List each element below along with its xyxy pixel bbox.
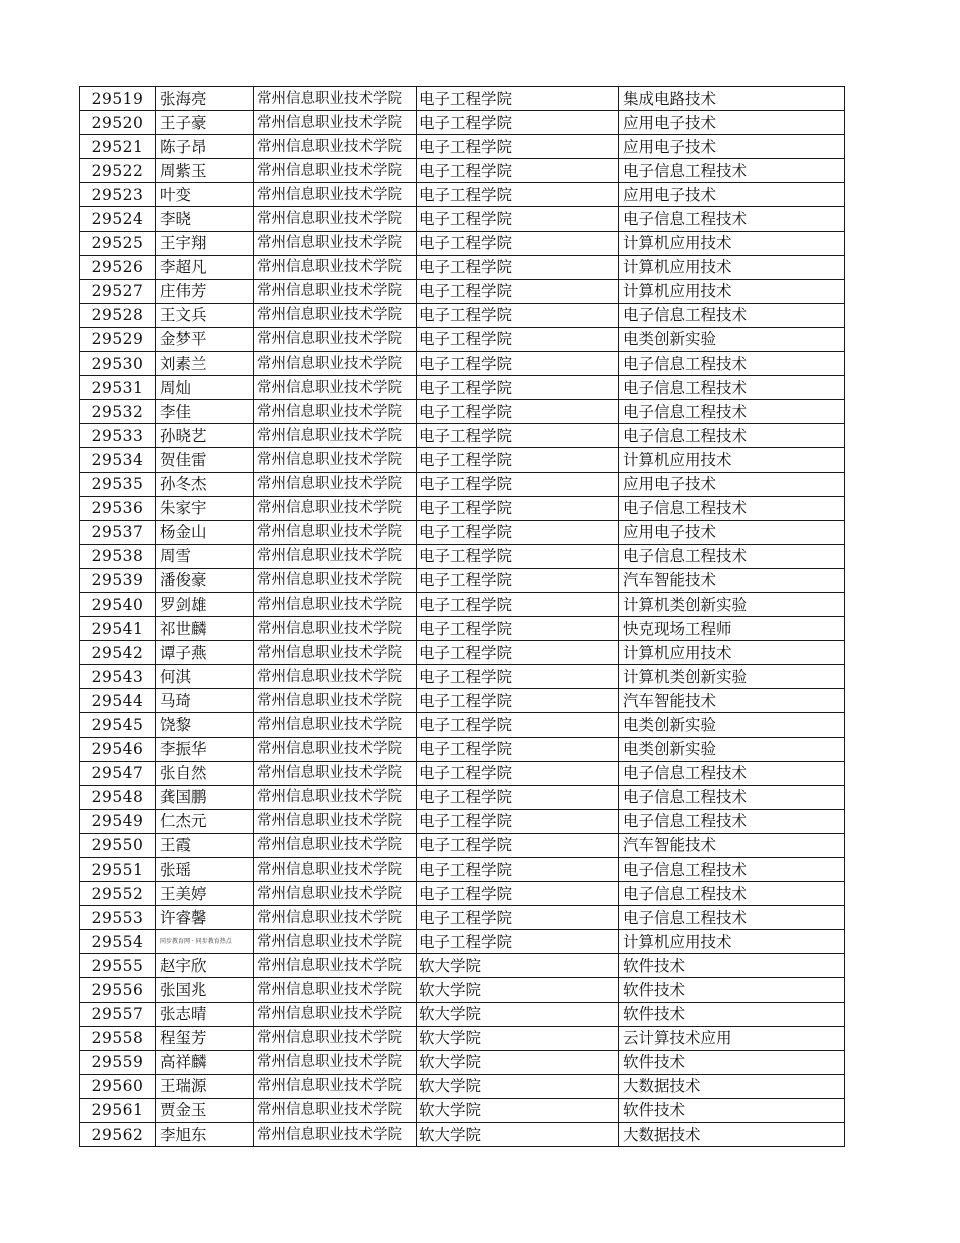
cell-major: 电子信息工程技术 <box>619 424 845 448</box>
cell-school: 常州信息职业技术学院 <box>254 930 417 954</box>
cell-major: 汽车智能技术 <box>619 833 845 857</box>
cell-school: 常州信息职业技术学院 <box>254 159 417 183</box>
cell-major: 应用电子技术 <box>619 135 845 159</box>
cell-major: 电子信息工程技术 <box>619 303 845 327</box>
cell-number: 29548 <box>80 785 156 809</box>
cell-major: 软件技术 <box>619 1002 845 1026</box>
cell-school: 常州信息职业技术学院 <box>254 1123 417 1147</box>
cell-school: 常州信息职业技术学院 <box>254 327 417 351</box>
cell-college: 软大学院 <box>417 978 619 1002</box>
cell-major: 应用电子技术 <box>619 520 845 544</box>
cell-student-name: 程玺芳 <box>156 1026 254 1050</box>
cell-major: 电子信息工程技术 <box>619 858 845 882</box>
cell-school: 常州信息职业技术学院 <box>254 568 417 592</box>
cell-college: 电子工程学院 <box>417 689 619 713</box>
cell-college: 电子工程学院 <box>417 303 619 327</box>
cell-school: 常州信息职业技术学院 <box>254 641 417 665</box>
table-row <box>80 954 845 978</box>
cell-major: 云计算技术应用 <box>619 1026 845 1050</box>
cell-number: 29537 <box>80 520 156 544</box>
cell-school: 常州信息职业技术学院 <box>254 1098 417 1122</box>
cell-college: 电子工程学院 <box>417 665 619 689</box>
table-row <box>80 978 845 1002</box>
table-row <box>80 641 845 665</box>
cell-student-name: 王子豪 <box>156 111 254 135</box>
cell-student-name: 庄伟芳 <box>156 279 254 303</box>
cell-major: 计算机应用技术 <box>619 641 845 665</box>
table-row <box>80 327 845 351</box>
cell-school: 常州信息职业技术学院 <box>254 352 417 376</box>
cell-college: 电子工程学院 <box>417 568 619 592</box>
table-row <box>80 809 845 833</box>
cell-school: 常州信息职业技术学院 <box>254 906 417 930</box>
table-row <box>80 785 845 809</box>
cell-school: 常州信息职业技术学院 <box>254 111 417 135</box>
cell-student-name: 谭子燕 <box>156 641 254 665</box>
cell-student-name: 王瑞源 <box>156 1074 254 1098</box>
cell-student-name: 周紫玉 <box>156 159 254 183</box>
cell-student-name: 许睿馨 <box>156 906 254 930</box>
cell-student-name: 王美婷 <box>156 882 254 906</box>
table-row <box>80 737 845 761</box>
cell-student-name: 叶变 <box>156 183 254 207</box>
cell-student-name: 祁世麟 <box>156 617 254 641</box>
cell-college: 电子工程学院 <box>417 207 619 231</box>
cell-student-name: 张海亮 <box>156 87 254 111</box>
cell-number: 29544 <box>80 689 156 713</box>
cell-student-name: 周灿 <box>156 376 254 400</box>
cell-number: 29528 <box>80 303 156 327</box>
cell-number: 29523 <box>80 183 156 207</box>
cell-college: 电子工程学院 <box>417 592 619 616</box>
cell-student-name: 高祥麟 <box>156 1050 254 1074</box>
table-row <box>80 231 845 255</box>
cell-school: 常州信息职业技术学院 <box>254 737 417 761</box>
cell-number: 29539 <box>80 568 156 592</box>
cell-school: 常州信息职业技术学院 <box>254 135 417 159</box>
cell-student-name: 王文兵 <box>156 303 254 327</box>
cell-college: 电子工程学院 <box>417 882 619 906</box>
cell-major: 软件技术 <box>619 954 845 978</box>
cell-major: 大数据技术 <box>619 1074 845 1098</box>
cell-school: 常州信息职业技术学院 <box>254 1002 417 1026</box>
table-row <box>80 1074 845 1098</box>
cell-school: 常州信息职业技术学院 <box>254 424 417 448</box>
cell-student-name: 王霞 <box>156 833 254 857</box>
cell-student-name: 周雪 <box>156 544 254 568</box>
cell-number: 29557 <box>80 1002 156 1026</box>
cell-number: 29552 <box>80 882 156 906</box>
table-row <box>80 255 845 279</box>
cell-major: 快克现场工程师 <box>619 617 845 641</box>
cell-number: 29522 <box>80 159 156 183</box>
cell-student-name: 何淇 <box>156 665 254 689</box>
cell-major: 电子信息工程技术 <box>619 544 845 568</box>
table-row <box>80 882 845 906</box>
cell-major: 电子信息工程技术 <box>619 159 845 183</box>
cell-college: 软大学院 <box>417 954 619 978</box>
cell-school: 常州信息职业技术学院 <box>254 882 417 906</box>
cell-school: 常州信息职业技术学院 <box>254 1050 417 1074</box>
cell-number: 29531 <box>80 376 156 400</box>
cell-college: 电子工程学院 <box>417 159 619 183</box>
cell-school: 常州信息职业技术学院 <box>254 978 417 1002</box>
cell-number: 29554 <box>80 930 156 954</box>
cell-major: 计算机应用技术 <box>619 231 845 255</box>
cell-college: 电子工程学院 <box>417 858 619 882</box>
cell-school: 常州信息职业技术学院 <box>254 954 417 978</box>
cell-college: 电子工程学院 <box>417 641 619 665</box>
cell-student-name: 刘素兰 <box>156 352 254 376</box>
cell-student-name: 潘俊豪 <box>156 568 254 592</box>
cell-college: 软大学院 <box>417 1050 619 1074</box>
cell-school: 常州信息职业技术学院 <box>254 183 417 207</box>
table-row <box>80 159 845 183</box>
cell-number: 29560 <box>80 1074 156 1098</box>
cell-school: 常州信息职业技术学院 <box>254 833 417 857</box>
table-row <box>80 761 845 785</box>
cell-student-name: 张国兆 <box>156 978 254 1002</box>
cell-school: 常州信息职业技术学院 <box>254 472 417 496</box>
cell-major: 电子信息工程技术 <box>619 785 845 809</box>
cell-student-name: 李佳 <box>156 400 254 424</box>
cell-number: 29543 <box>80 665 156 689</box>
cell-student-name: 李振华 <box>156 737 254 761</box>
cell-college: 电子工程学院 <box>417 713 619 737</box>
cell-student-name: 孙冬杰 <box>156 472 254 496</box>
cell-college: 电子工程学院 <box>417 809 619 833</box>
cell-major: 电子信息工程技术 <box>619 352 845 376</box>
cell-number: 29533 <box>80 424 156 448</box>
table-row <box>80 713 845 737</box>
cell-major: 集成电路技术 <box>619 87 845 111</box>
cell-school: 常州信息职业技术学院 <box>254 255 417 279</box>
cell-major: 计算机应用技术 <box>619 930 845 954</box>
cell-major: 汽车智能技术 <box>619 689 845 713</box>
table-row <box>80 520 845 544</box>
table-row <box>80 665 845 689</box>
table-row <box>80 1002 845 1026</box>
cell-number: 29547 <box>80 761 156 785</box>
table-row <box>80 689 845 713</box>
cell-major: 电子信息工程技术 <box>619 207 845 231</box>
cell-number: 29559 <box>80 1050 156 1074</box>
cell-number: 29551 <box>80 858 156 882</box>
cell-number: 29525 <box>80 231 156 255</box>
table-row <box>80 592 845 616</box>
cell-college: 电子工程学院 <box>417 183 619 207</box>
cell-school: 常州信息职业技术学院 <box>254 496 417 520</box>
cell-number: 29538 <box>80 544 156 568</box>
cell-school: 常州信息职业技术学院 <box>254 520 417 544</box>
cell-school: 常州信息职业技术学院 <box>254 400 417 424</box>
cell-school: 常州信息职业技术学院 <box>254 809 417 833</box>
cell-college: 电子工程学院 <box>417 785 619 809</box>
cell-student-name: 金梦平 <box>156 327 254 351</box>
cell-major: 电子信息工程技术 <box>619 761 845 785</box>
cell-college: 电子工程学院 <box>417 87 619 111</box>
cell-number: 29561 <box>80 1098 156 1122</box>
cell-student-name: 李旭东 <box>156 1123 254 1147</box>
cell-number: 29558 <box>80 1026 156 1050</box>
cell-school: 常州信息职业技术学院 <box>254 592 417 616</box>
cell-major: 计算机类创新实验 <box>619 592 845 616</box>
cell-school: 常州信息职业技术学院 <box>254 1074 417 1098</box>
cell-major: 电类创新实验 <box>619 713 845 737</box>
cell-student-name: 孙晓艺 <box>156 424 254 448</box>
cell-school: 常州信息职业技术学院 <box>254 448 417 472</box>
table-row <box>80 1098 845 1122</box>
cell-student-name: 李超凡 <box>156 255 254 279</box>
cell-college: 电子工程学院 <box>417 472 619 496</box>
table-row <box>80 568 845 592</box>
table-row <box>80 111 845 135</box>
cell-major: 计算机应用技术 <box>619 279 845 303</box>
table-row <box>80 303 845 327</box>
cell-number: 29532 <box>80 400 156 424</box>
table-row <box>80 207 845 231</box>
cell-college: 电子工程学院 <box>417 231 619 255</box>
cell-number: 29535 <box>80 472 156 496</box>
cell-school: 常州信息职业技术学院 <box>254 1026 417 1050</box>
roster-table-body <box>80 87 845 1147</box>
cell-major: 应用电子技术 <box>619 183 845 207</box>
table-row <box>80 352 845 376</box>
cell-student-name: 朱家宇 <box>156 496 254 520</box>
cell-major: 软件技术 <box>619 1050 845 1074</box>
table-row <box>80 424 845 448</box>
cell-number: 29541 <box>80 617 156 641</box>
cell-number: 29556 <box>80 978 156 1002</box>
cell-major: 电子信息工程技术 <box>619 400 845 424</box>
cell-student-name: 仁杰元 <box>156 809 254 833</box>
cell-college: 电子工程学院 <box>417 930 619 954</box>
cell-student-name: 贺佳雷 <box>156 448 254 472</box>
cell-major: 电子信息工程技术 <box>619 809 845 833</box>
cell-number: 29550 <box>80 833 156 857</box>
cell-number: 29546 <box>80 737 156 761</box>
cell-college: 电子工程学院 <box>417 255 619 279</box>
cell-number: 29555 <box>80 954 156 978</box>
cell-number: 29562 <box>80 1123 156 1147</box>
cell-major: 汽车智能技术 <box>619 568 845 592</box>
cell-college: 电子工程学院 <box>417 327 619 351</box>
cell-college: 电子工程学院 <box>417 352 619 376</box>
table-row <box>80 135 845 159</box>
table-row <box>80 1026 845 1050</box>
cell-major: 电子信息工程技术 <box>619 376 845 400</box>
table-row <box>80 400 845 424</box>
cell-number: 29519 <box>80 87 156 111</box>
cell-school: 常州信息职业技术学院 <box>254 544 417 568</box>
table-row <box>80 833 845 857</box>
cell-major: 大数据技术 <box>619 1123 845 1147</box>
cell-college: 软大学院 <box>417 1002 619 1026</box>
cell-student-name: 张自然 <box>156 761 254 785</box>
cell-number: 29521 <box>80 135 156 159</box>
cell-major: 应用电子技术 <box>619 472 845 496</box>
cell-major: 电类创新实验 <box>619 327 845 351</box>
cell-college: 软大学院 <box>417 1026 619 1050</box>
table-row <box>80 376 845 400</box>
cell-student-name: 张志晴 <box>156 1002 254 1026</box>
cell-school: 常州信息职业技术学院 <box>254 303 417 327</box>
cell-college: 电子工程学院 <box>417 761 619 785</box>
cell-college: 软大学院 <box>417 1098 619 1122</box>
cell-major: 电子信息工程技术 <box>619 882 845 906</box>
cell-college: 电子工程学院 <box>417 520 619 544</box>
cell-school: 常州信息职业技术学院 <box>254 376 417 400</box>
cell-school: 常州信息职业技术学院 <box>254 279 417 303</box>
cell-school: 常州信息职业技术学院 <box>254 665 417 689</box>
cell-student-name: 龚国鹏 <box>156 785 254 809</box>
table-row <box>80 858 845 882</box>
cell-student-name: 李晓 <box>156 207 254 231</box>
cell-college: 电子工程学院 <box>417 400 619 424</box>
table-row <box>80 930 845 954</box>
cell-college: 电子工程学院 <box>417 496 619 520</box>
cell-number: 29534 <box>80 448 156 472</box>
cell-number: 29536 <box>80 496 156 520</box>
cell-major: 计算机类创新实验 <box>619 665 845 689</box>
cell-major: 计算机应用技术 <box>619 448 845 472</box>
table-row <box>80 906 845 930</box>
table-row <box>80 279 845 303</box>
cell-number: 29542 <box>80 641 156 665</box>
cell-school: 常州信息职业技术学院 <box>254 231 417 255</box>
cell-major: 电子信息工程技术 <box>619 906 845 930</box>
cell-number: 29530 <box>80 352 156 376</box>
cell-school: 常州信息职业技术学院 <box>254 858 417 882</box>
cell-student-name: 王宇翔 <box>156 231 254 255</box>
cell-major: 电类创新实验 <box>619 737 845 761</box>
table-row <box>80 617 845 641</box>
cell-school: 常州信息职业技术学院 <box>254 785 417 809</box>
cell-number: 29529 <box>80 327 156 351</box>
cell-number: 29526 <box>80 255 156 279</box>
cell-school: 常州信息职业技术学院 <box>254 713 417 737</box>
table-row <box>80 472 845 496</box>
cell-number: 29520 <box>80 111 156 135</box>
cell-major: 电子信息工程技术 <box>619 496 845 520</box>
cell-college: 电子工程学院 <box>417 544 619 568</box>
cell-student-name: 张瑶 <box>156 858 254 882</box>
cell-college: 电子工程学院 <box>417 111 619 135</box>
table-row <box>80 1050 845 1074</box>
cell-student-name: 饶黎 <box>156 713 254 737</box>
roster-table <box>79 86 845 1147</box>
cell-student-name: 贾金玉 <box>156 1098 254 1122</box>
table-row <box>80 496 845 520</box>
cell-college: 软大学院 <box>417 1123 619 1147</box>
cell-major: 软件技术 <box>619 1098 845 1122</box>
cell-number: 29553 <box>80 906 156 930</box>
cell-school: 常州信息职业技术学院 <box>254 207 417 231</box>
cell-college: 电子工程学院 <box>417 279 619 303</box>
cell-student-name: 陈子昂 <box>156 135 254 159</box>
cell-college: 电子工程学院 <box>417 376 619 400</box>
cell-college: 软大学院 <box>417 1074 619 1098</box>
cell-college: 电子工程学院 <box>417 737 619 761</box>
cell-major: 应用电子技术 <box>619 111 845 135</box>
cell-school: 常州信息职业技术学院 <box>254 761 417 785</box>
cell-college: 电子工程学院 <box>417 424 619 448</box>
table-row <box>80 1123 845 1147</box>
table-row <box>80 183 845 207</box>
cell-student-name: 同步教育网 · 同步教育热点 <box>156 930 254 954</box>
cell-college: 电子工程学院 <box>417 906 619 930</box>
cell-student-name: 马琦 <box>156 689 254 713</box>
cell-student-name: 罗剑雄 <box>156 592 254 616</box>
cell-college: 电子工程学院 <box>417 135 619 159</box>
cell-number: 29540 <box>80 592 156 616</box>
cell-college: 电子工程学院 <box>417 833 619 857</box>
table-row <box>80 448 845 472</box>
cell-school: 常州信息职业技术学院 <box>254 87 417 111</box>
cell-student-name: 赵宇欣 <box>156 954 254 978</box>
table-row <box>80 544 845 568</box>
cell-school: 常州信息职业技术学院 <box>254 617 417 641</box>
table-row <box>80 87 845 111</box>
cell-student-name: 杨金山 <box>156 520 254 544</box>
cell-major: 软件技术 <box>619 978 845 1002</box>
cell-number: 29545 <box>80 713 156 737</box>
cell-college: 电子工程学院 <box>417 617 619 641</box>
cell-number: 29527 <box>80 279 156 303</box>
cell-major: 计算机应用技术 <box>619 255 845 279</box>
cell-number: 29524 <box>80 207 156 231</box>
cell-school: 常州信息职业技术学院 <box>254 689 417 713</box>
cell-college: 电子工程学院 <box>417 448 619 472</box>
cell-number: 29549 <box>80 809 156 833</box>
